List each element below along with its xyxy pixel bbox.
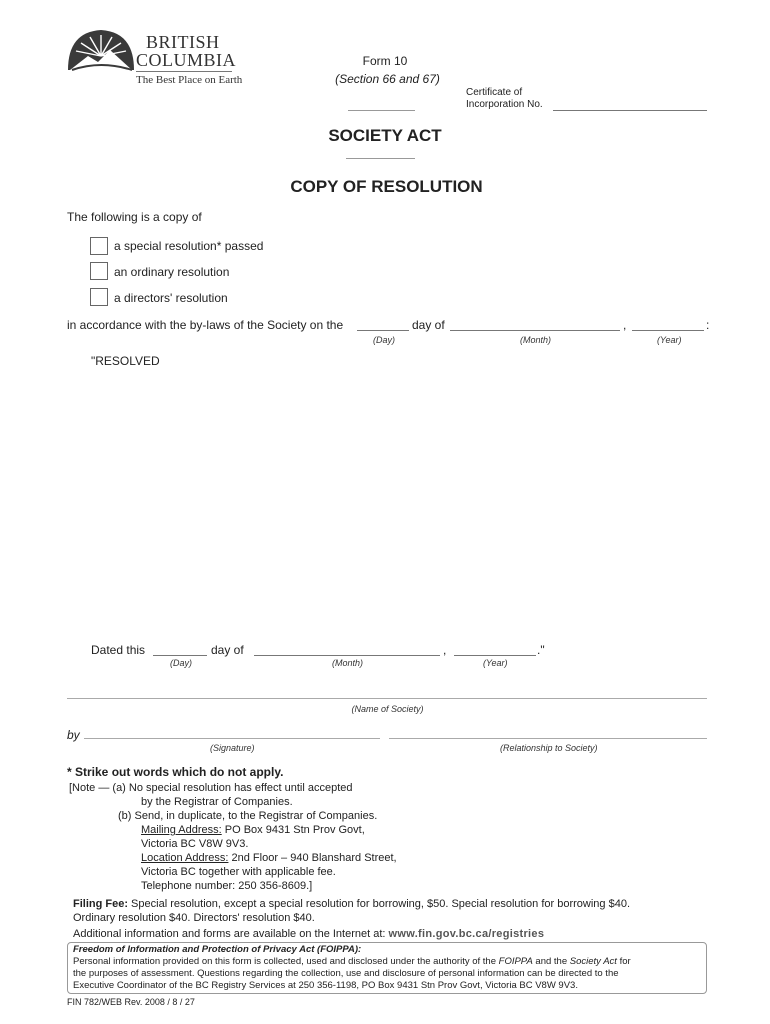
foippa-line-1a: Personal information provided on this form is collected, used and disclosed under the authority of the (73, 956, 499, 967)
filing-fee-text: Special resolution, except a special resolution for borrowing, $50. Special resolution for borrowing $40. (128, 898, 631, 910)
mailing-address-value: PO Box 9431 Stn Prov Govt, (221, 824, 365, 836)
header-short-line (348, 110, 415, 111)
dated-day-of: day of (211, 643, 244, 657)
option-special-label: a special resolution* passed (114, 239, 264, 253)
form-section: (Section 66 and 67) (335, 72, 440, 86)
relationship-field[interactable] (389, 738, 707, 739)
dated-month-label: (Month) (332, 658, 364, 668)
note-line-1: [Note — (a) No special resolution has effect until accepted (69, 782, 353, 794)
dated-end: ." (537, 643, 545, 657)
dated-comma: , (443, 643, 447, 657)
mailing-address-label: Mailing Address: (141, 824, 222, 836)
logo-tagline: The Best Place on Earth (136, 74, 243, 86)
option-directors-label: a directors' resolution (114, 291, 228, 305)
foippa-line-3: Executive Coordinator of the BC Registry Services at 250 356-1198, PO Box 9431 Stn Prov Govt, Victoria BC V8W 9V3. (73, 980, 578, 991)
accordance-month-field[interactable] (450, 330, 620, 331)
accordance-text: in accordance with the by-laws of the Society on the (67, 318, 344, 332)
page-subtitle: COPY OF RESOLUTION (290, 177, 483, 196)
option-special-checkbox[interactable] (90, 237, 108, 255)
form-footer-id: FIN 782/WEB Rev. 2008 / 8 / 27 (67, 997, 195, 1007)
relationship-label: (Relationship to Society) (500, 743, 598, 753)
society-name-field[interactable] (67, 698, 707, 699)
resolved-label: "RESOLVED (91, 354, 160, 368)
foippa-line-1e: for (616, 956, 631, 967)
dated-day-label: (Day) (170, 658, 192, 668)
accordance-year-field[interactable] (632, 330, 704, 331)
form-number: Form 10 (362, 54, 408, 68)
foippa-title: Freedom of Information and Protection of Privacy Act (FOIPPA): (73, 944, 362, 955)
logo-line2: COLUMBIA (136, 50, 237, 70)
foippa-line-1b: FOIPPA (498, 956, 533, 967)
foippa-line-1c: and the (532, 956, 570, 967)
accordance-colon: : (706, 318, 710, 332)
filing-fee-line-2: Ordinary resolution $40. Directors' resolution $40. (73, 912, 315, 924)
accordance-comma: , (623, 318, 627, 332)
signature-field[interactable] (84, 738, 380, 739)
foippa-line-1d: Society Act (569, 956, 617, 967)
internet-info-text: Additional information and forms are available on the Internet at: (73, 928, 389, 940)
accordance-day-of: day of (412, 318, 445, 332)
title-short-line (346, 158, 415, 159)
dated-text: Dated this (91, 643, 146, 657)
certificate-label-1: Certificate of (466, 87, 523, 98)
location-address-value: 2nd Floor – 940 Blanshard Street, (228, 852, 397, 864)
society-name-label: (Name of Society) (351, 704, 424, 714)
by-label: by (67, 728, 80, 742)
note-line-5: Victoria BC together with applicable fee. (141, 866, 336, 878)
dated-year-field[interactable] (454, 655, 536, 656)
accordance-day-label: (Day) (373, 335, 395, 345)
note-line-3: (b) Send, in duplicate, to the Registrar of Companies. (118, 810, 378, 822)
registries-link[interactable]: www.fin.gov.bc.ca/registries (388, 928, 545, 940)
mailing-address (141, 824, 365, 836)
logo-line1: BRITISH (146, 32, 220, 52)
location-address (141, 852, 397, 864)
strike-note: * Strike out words which do not apply. (67, 765, 284, 779)
option-directors-checkbox[interactable] (90, 288, 108, 306)
resolution-text-area[interactable] (91, 372, 701, 632)
accordance-month-label: (Month) (520, 335, 552, 345)
note-line-4: Victoria BC V8W 9V3. (141, 838, 249, 850)
page-title: SOCIETY ACT (328, 126, 442, 145)
dated-month-field[interactable] (254, 655, 440, 656)
accordance-day-field[interactable] (357, 330, 409, 331)
certificate-label-2: Incorporation No. (466, 99, 543, 110)
foippa-line-1 (73, 956, 631, 967)
option-ordinary-label: an ordinary resolution (114, 265, 230, 279)
note-line-6: Telephone number: 250 356-8609.] (141, 880, 313, 892)
intro-text: The following is a copy of (67, 210, 202, 224)
certificate-number-field[interactable] (553, 110, 707, 111)
dated-year-label: (Year) (483, 658, 508, 668)
dated-day-field[interactable] (153, 655, 207, 656)
option-ordinary-checkbox[interactable] (90, 262, 108, 280)
filing-fee-line-1 (73, 898, 630, 910)
location-address-label: Location Address: (141, 852, 229, 864)
filing-fee-line-3 (73, 928, 544, 940)
filing-fee-label: Filing Fee: (73, 898, 128, 910)
note-line-2: by the Registrar of Companies. (141, 796, 293, 808)
foippa-line-2: the purposes of assessment. Questions regarding the collection, use and disclosure of personal information can be directed to the (73, 968, 619, 979)
signature-label: (Signature) (210, 743, 255, 753)
accordance-year-label: (Year) (657, 335, 682, 345)
